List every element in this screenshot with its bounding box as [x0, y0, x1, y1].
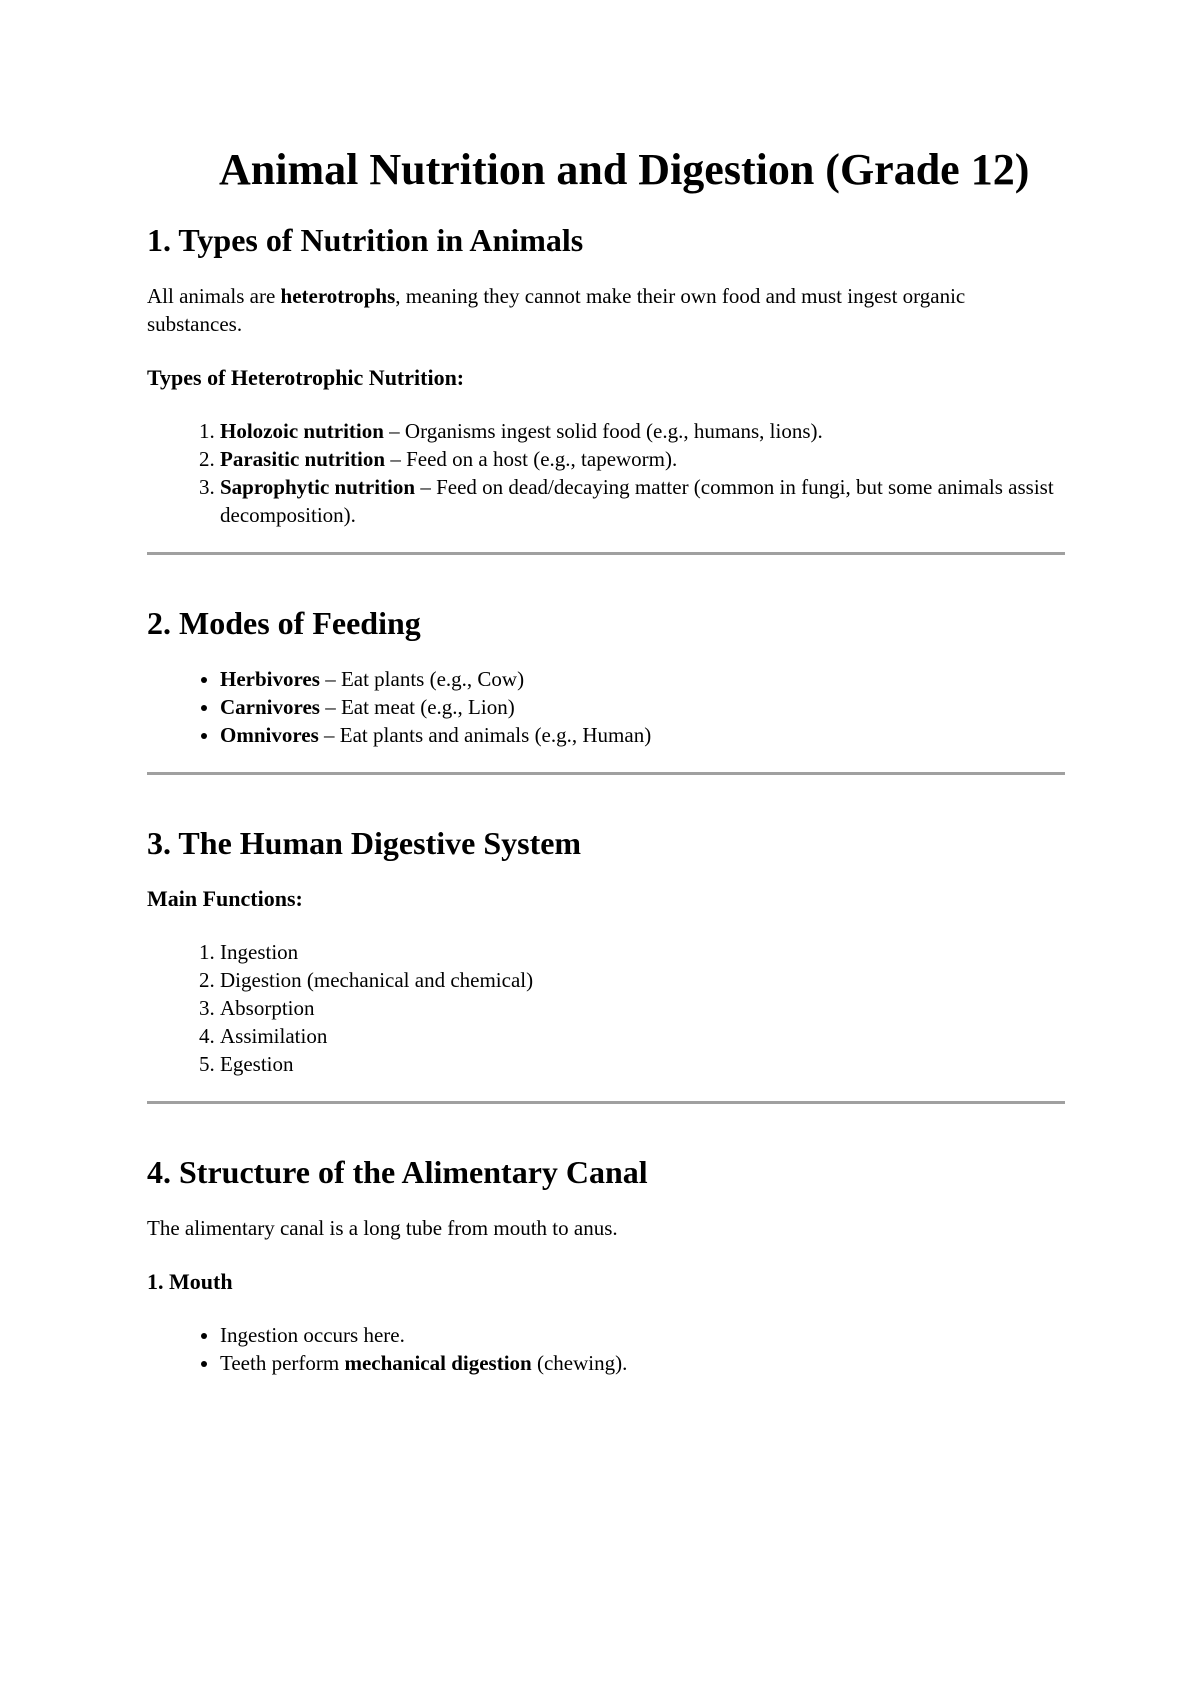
- section-heading-alimentary-canal: 4. Structure of the Alimentary Canal: [147, 1154, 648, 1190]
- list-item-text: – Feed on dead/decaying matter (common in fungi, but some animals assist decomposition).: [220, 475, 1054, 527]
- list-item: [220, 693, 1065, 721]
- document-content: [147, 140, 1065, 1377]
- horizontal-rule: [147, 1101, 1065, 1104]
- list-item-text: – Eat plants (e.g., Cow): [319, 667, 525, 691]
- list-item: [220, 473, 1065, 529]
- list-item-term: Herbivores: [220, 667, 320, 691]
- list-item: [220, 721, 1065, 749]
- subheading-main-functions: Main Functions:: [147, 886, 303, 911]
- list-item-text: – Eat meat (e.g., Lion): [319, 695, 515, 719]
- list-item: 2. Digestion (mechanical and chemical): [220, 966, 1065, 994]
- horizontal-rule: [147, 552, 1065, 555]
- list-item-term: Parasitic nutrition: [220, 447, 386, 471]
- list-item: [220, 665, 1065, 693]
- modes-of-feeding-list: [147, 665, 1065, 749]
- paragraph-text: All animals are: [147, 284, 281, 308]
- list-item: 1. Ingestion: [220, 938, 1065, 966]
- document-title: Animal Nutrition and Digestion (Grade 12): [219, 145, 1030, 194]
- list-item-text: Teeth perform: [220, 1351, 345, 1375]
- horizontal-rule: [147, 772, 1065, 775]
- list-item-text: (chewing).: [531, 1351, 628, 1375]
- heterotrophic-types-list: [147, 417, 1065, 529]
- list-item: [220, 1349, 1065, 1377]
- mouth-list: [147, 1321, 1065, 1377]
- bold-term: heterotrophs: [280, 284, 396, 308]
- list-item: • Ingestion occurs here.: [220, 1321, 1065, 1349]
- subheading-heterotrophic-types: Types of Heterotrophic Nutrition:: [147, 365, 465, 390]
- list-item-text: – Organisms ingest solid food (e.g., humans, lions).: [383, 419, 823, 443]
- list-item-term: mechanical digestion: [344, 1351, 532, 1375]
- list-item-text: – Feed on a host (e.g., tapeworm).: [385, 447, 678, 471]
- list-item-term: Carnivores: [220, 695, 320, 719]
- list-item-term: Omnivores: [220, 723, 319, 747]
- paragraph-text: , meaning they cannot make their own food and must ingest organic substances.: [147, 284, 966, 336]
- list-item: [220, 445, 1065, 473]
- list-item: 4. Assimilation: [220, 1022, 1065, 1050]
- list-item: [220, 417, 1065, 445]
- subheading-mouth: 1. Mouth: [147, 1269, 233, 1294]
- list-item-text: – Eat plants and animals (e.g., Human): [318, 723, 652, 747]
- list-item-term: Saprophytic nutrition: [220, 475, 416, 499]
- alimentary-canal-paragraph: The alimentary canal is a long tube from mouth to anus.: [147, 1216, 618, 1240]
- section-heading-modes-of-feeding: 2. Modes of Feeding: [147, 605, 421, 641]
- list-item-term: Holozoic nutrition: [220, 419, 384, 443]
- heterotrophs-paragraph: [147, 282, 1065, 338]
- main-functions-list: [147, 938, 1065, 1078]
- section-heading-types-of-nutrition: 1. Types of Nutrition in Animals: [147, 222, 584, 258]
- section-heading-human-digestive-system: 3. The Human Digestive System: [147, 825, 582, 861]
- list-item: 5. Egestion: [220, 1050, 1065, 1078]
- list-item: 3. Absorption: [220, 994, 1065, 1022]
